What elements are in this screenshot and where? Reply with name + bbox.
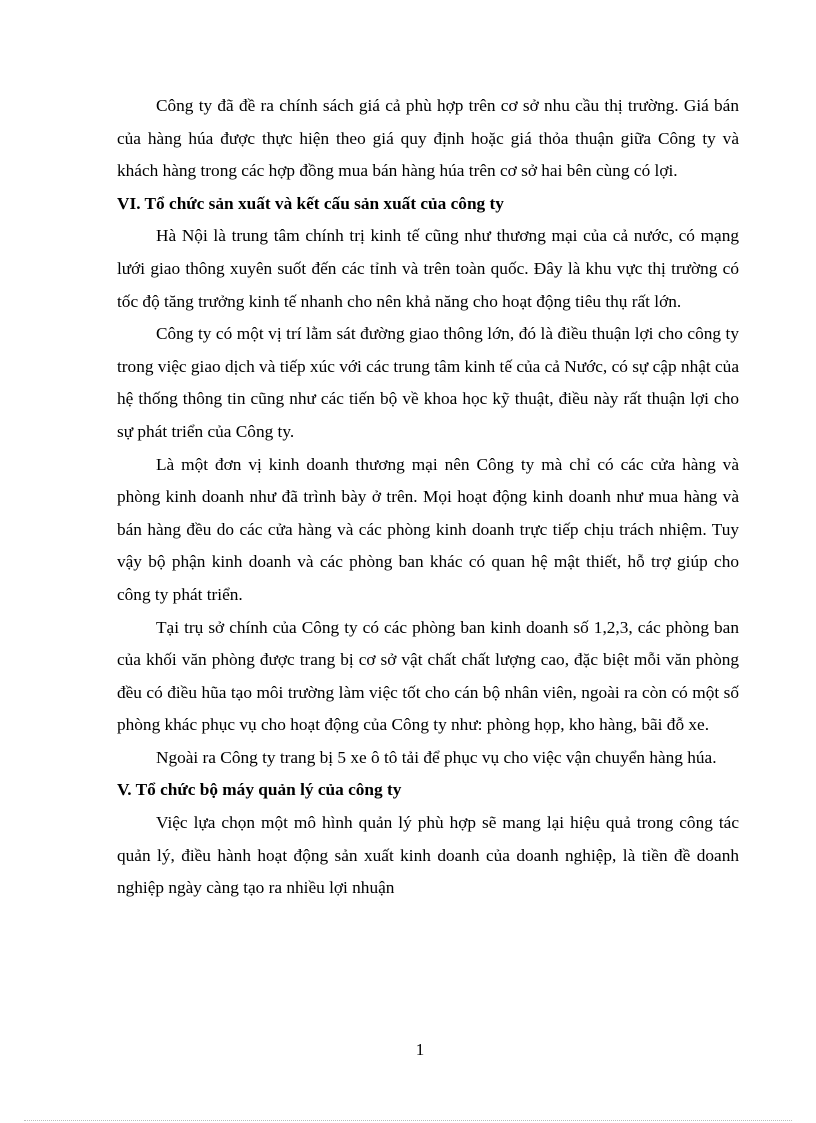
paragraph-management-model: Việc lựa chọn một mô hình quản lý phù hợp sẽ mang lại hiệu quả trong công tác quản lý, điều hành hoạt động sản xuất kinh doanh của doanh nghiệp, là tiền đề doanh nghiệp ngày càng tạo ra nhiều lợi nhuận bbox=[117, 813, 739, 898]
section-heading-production: VI. Tổ chức sản xuất và kết cấu sản xuất của công ty bbox=[117, 193, 504, 213]
paragraph-business-units: Là một đơn vị kinh doanh thương mại nên Công ty mà chỉ có các cửa hàng và phòng kinh doanh như đã trình bày ở trên. Mọi hoạt động kinh doanh như mua hàng và bán hàng đều do các cửa hàng và các phòng kinh doanh trực tiếp chịu trách nhiệm. Tuy vậy bộ phận kinh doanh và các phòng ban khác có quan hệ mật thiết, hỗ trợ giúp cho công ty phát triển. bbox=[117, 454, 739, 604]
paragraph-company-location: Công ty có một vị trí lằm sát đường giao thông lớn, đó là điều thuận lợi cho công ty trong việc giao dịch và tiếp xúc với các trung tâm kinh tế của cả Nước, có sự cập nhật của hệ thống thông tin cũng như các tiến bộ về khoa học kỹ thuật, điều này rất thuận lợi cho sự phát triển của Công ty. bbox=[117, 324, 739, 441]
page-bottom-divider bbox=[24, 1120, 792, 1121]
page-number: 1 bbox=[415, 1040, 425, 1059]
paragraph-headquarters: Tại trụ sở chính của Công ty có các phòng ban kinh doanh số 1,2,3, các phòng ban của khối văn phòng được trang bị cơ sở vật chất chất lượng cao, đặc biệt mỗi văn phòng đều có điều hũa tạo môi trường làm việc tốt cho cán bộ nhân viên, ngoài ra còn có một số phòng khác phục vụ cho hoạt động của Công ty như: phòng họp, kho hàng, bãi đỗ xe. bbox=[117, 617, 739, 735]
paragraph-pricing-policy: Công ty đã đề ra chính sách giá cả phù hợp trên cơ sở nhu cầu thị trường. Giá bán của hàng húa được thực hiện theo giá quy định hoặc giá thỏa thuận giữa Công ty và khách hàng trong các hợp đồng mua bán hàng húa trên cơ sở hai bên cùng có lợi. bbox=[117, 96, 739, 181]
paragraph-hanoi-market: Hà Nội là trung tâm chính trị kinh tế cũng như thương mại của cả nước, có mạng lưới giao thông xuyên suốt đến các tỉnh và trên toàn quốc. Đây là khu vực thị trường có tốc độ tăng trưởng kinh tế nhanh cho nên khả năng cho hoạt động tiêu thụ rất lớn. bbox=[117, 226, 739, 311]
paragraph-vehicles: Ngoài ra Công ty trang bị 5 xe ô tô tải để phục vụ cho việc vận chuyển hàng húa. bbox=[156, 747, 717, 767]
page-body bbox=[117, 90, 739, 905]
section-heading-management: V. Tổ chức bộ máy quản lý của công ty bbox=[117, 780, 402, 800]
